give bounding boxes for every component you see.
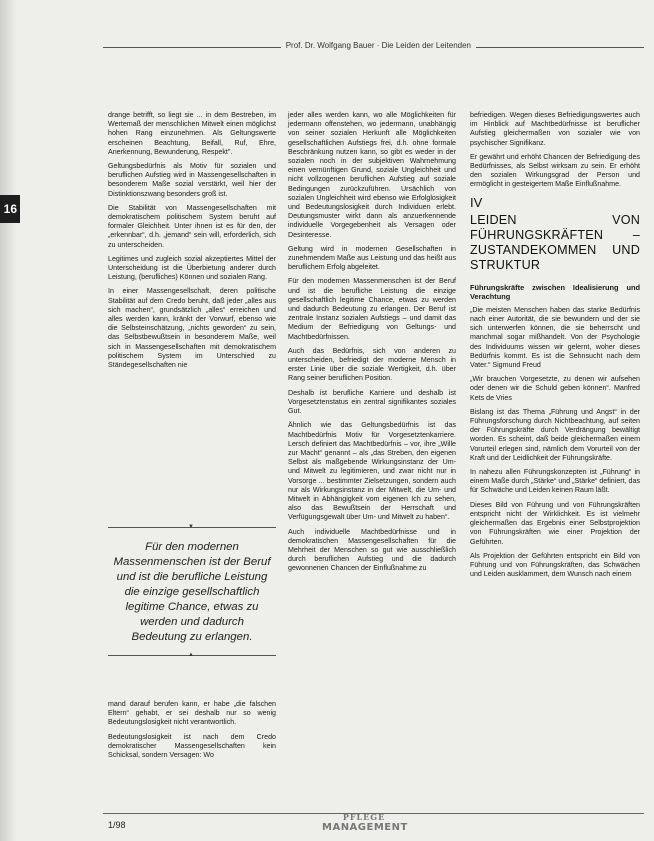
section-number: IV (470, 194, 483, 210)
column-1-continued (108, 700, 276, 765)
col2-paragraph: Deshalb ist berufliche Karriere und deshalb ist Vorgesetztenstatus ein zentral signifikantes soziales Gut. (288, 388, 456, 416)
pull-quote-text: Für den modernen Massenmenschen ist der Beruf und ist die berufliche Leistung die einzige gesellschaftlich legitime Chance, etwas zu werden und dadurch Bedeutung zu erlangen. (113, 541, 271, 643)
col3-paragraph: Als Projektion der Geführten entspricht ein Bild von Führung und von Führungskräften, das Schwächen und Leiden ausklammert, dem Wunsch nach einem (470, 551, 640, 579)
subsection-heading: Führungskräfte zwischen Idealisierung und Verachtung (470, 282, 640, 301)
margin-page-marker: 16 (0, 195, 20, 223)
col1b-paragraph: mand darauf berufen kann, er habe „die falschen Eltern“ gehabt, er sei deshalb nur so wenig Bedeutungslosigkeit nicht verantwortlich. (108, 700, 276, 727)
col2-paragraph: Ähnlich wie das Geltungsbedürfnis ist das Machtbedürfnis Motiv für Vorgesetztenkarriere. Lersch definiert das Machtbedürfnis – vor, ihre „Wille zur Macht“ genannt – als „das Streben, den eigenen Selbst als maßgebende Wirkungsinstanz der Um- und Mitwelt zu legitimieren, und zwar nicht nur in Vorsorge ... bestimmter Zielsetzungen, sondern auch nur als Wirkungsinstanz in der Mitwelt, die Um- und Mitwelt in Abhängigkeit vom eigenen Ich zu sehen, also das Bewußtsein der Herrschaft und Verfügungsgewalt über Um- und Mitwelt zu haben“. (288, 421, 456, 522)
col3-paragraph: Dieses Bild von Führung und von Führungskräften entspricht nicht der Wirklichkeit. Es ist vielmehr gleichermaßen das Ergebnis einer Selbstprojektion von Führungskräften wie einer Projektion der Geführten. (470, 500, 640, 546)
col3-paragraph: „Die meisten Menschen haben das starke Bedürfnis nach einer Autorität, die sie bewundern und der sie sich unterwerfen können, die sie beherrscht und manchmal sogar mißhandelt. Von der Psychologie des Individuums wissen wir gelernt, woher dieses Bedürfnis kommt. Es ist die Sehnsucht nach dem Vater.“ Sigmund Freud (470, 305, 640, 370)
pull-quote-bottom-rule: ▲ (108, 655, 276, 656)
page-number: 1/98 (108, 820, 126, 830)
publication-logo (322, 813, 406, 833)
col2-paragraph: Für den modernen Massenmenschen ist der Beruf und ist die berufliche Leistung die einzige gesellschaftlich legitime Chance, etwas zu werden und dadurch Bedeutung zu erlangen. Der Beruf ist zentrale Instanz sozialen Aufstiegs – und damit das Medium der Befriedigung von Geltungs- und Machtbedürfnissen. (288, 277, 456, 341)
running-header: Prof. Dr. Wolfgang Bauer · Die Leiden der Leitenden (281, 41, 476, 50)
col1-paragraph: drange betrifft, so liegt sie ... in dem Bestreben, im Wertemaß der menschlichen Mitwelt einen möglichst hohen Rang einzunehmen. Als Geltungswerte erscheinen Beachtung, Beifall, Ruf, Ehre, Anerkennung, Bewunderung, Respekt". (108, 111, 276, 156)
col3-paragraph: Er gewährt und erhöht Chancen der Befriedigung des Bedürfnisses, als Selbst wirksam zu sein. Er erhöht den sozialen Wirkungsgrad der Person und ermöglicht in gesteigertem Maße Einflußnahme. (470, 152, 640, 189)
col2-paragraph: Geltung wird in modernen Gesellschaften in zunehmendem Maße aus Leistung und das heißt aus beruflichem Erfolg abgeleitet. (288, 244, 456, 272)
col2-paragraph: Auch individuelle Machtbedürfnisse und in demokratischen Massengesellschaften für die Mehrheit der Menschen so gut wie ausschließlich durch beruflichen Aufstieg und die dadurch gewonnenen Chancen der Einflußnahme zu (288, 527, 456, 573)
col1b-paragraph: Bedeutungslosigkeit ist nach dem Credo demokratischer Massengesellschaften kein Schicksal, sondern Versagen: Wo (108, 732, 276, 760)
col3-paragraph: „Wir brauchen Vorgesetzte, zu denen wir aufsehen oder denen wir die Schuld geben können“. Manfred Kets de Vries (470, 375, 640, 402)
col3-paragraph: Bislang ist das Thema „Führung und Angst“ in der Führungsforschung durch Nichtbeachtung, auf seiten der Führungskräfte durch Verdrängung bewältigt worden. Es scheint, daß beide gleichermaßen einem Vorurteil erlegen sind, nämlich dem Vorurteil von der Kraft und der Leidlichkeit der Führungskräfte. (470, 407, 640, 462)
col2-paragraph: Auch das Bedürfnis, sich von anderen zu unterscheiden, befriedigt der moderne Mensch in erster Linie über die soziale Wertigkeit, d.h. über Rang seiner beruflichen Position. (288, 346, 456, 383)
col3-paragraph: befriedigen. Wegen dieses Befriedigungswertes auch im Hinblick auf Machtbedürfnisse ist beruflicher Aufstieg gleichermaßen von sozialer wie von psychischer Signifikanz. (470, 111, 640, 147)
pull-quote-box (108, 524, 276, 685)
logo-line-2: MANAGEMENT (322, 822, 408, 833)
col2-paragraph: jeder alles werden kann, wo alle Möglichkeiten für jedermann offenstehen, wo jedermann, unabhängig von seiner sozialen Herkunft alle Möglichkeiten gesellschaftlichen Aufstiegs frei, d.h. ohne formale Beschränkung nutzen kann, so gibt es weder in der sozialen noch in der subjektiven Wahrnehmung einen vernünftigen Grund, soziale Ungleichheit und nicht vollzogenen beruflichen Aufstieg auf soziale Bedingungen zurückzuführen. Ursächlich von sozialen Ungleichheit wird ebenso wie Erfolglosigkeit und Bedeutungslosigkeit durch Individuen erlebt. Deutungsmuster wirkt dann als anzuerkennende individuelle Vorgegebenheit als Versagen oder Desinteresse. (288, 111, 456, 239)
column-2 (288, 111, 456, 579)
scan-edge-shade (0, 0, 16, 841)
pull-quote-top-rule: ▼ (108, 527, 276, 528)
col1-paragraph: Geltungsbedürfnis als Motiv für sozialen und beruflichen Aufstieg wird in Massengesellschaften in besonderem Maße sozial verstärkt, weil hier der Distinktionszwang besonders groß ist. (108, 162, 276, 198)
logo-line-1: PFLEGE (342, 812, 386, 822)
col1-paragraph: Legitimes und zugleich sozial akzeptiertes Mittel der Unterscheidung ist die Überbietung anderer durch Leistung, (berufliches) Können und sozialen Rang. (108, 254, 276, 282)
section-heading: LEIDEN VON FÜHRUNGSKRÄFTEN – ZUSTANDEKOMMEN UND STRUKTUR (470, 212, 640, 272)
column-1 (108, 111, 276, 375)
column-3 (470, 111, 640, 584)
col1-paragraph: Die Stabilität von Massengesellschaften mit demokratischem politischem System beruht auf formaler Gleichheit. Unter ihnen ist es für den, der „erkennbar“, d.h. „jemand“ sein will, erforderlich, sich zu unterscheiden. (108, 203, 276, 249)
col1-paragraph: In einer Massengesellschaft, deren politische Stabilität auf dem Credo beruht, daß jeder „alles aus sich machen“, grundsätzlich „alles“ erreichen und alles werden kann, kränkt der Vorwurf, ebenso wie die Selbsteinschätzung, „nichts geworden“ zu sein, das Selbstbewußtsein in besonderem Maße, weil sich in Massengesellschaften mit demokratischem politischem System im Unterschied zu Ständegesellschaften nie (108, 287, 276, 370)
col3-paragraph: In nahezu allen Führungskonzepten ist „Führung“ in einem Maße durch „Stärke“ und „Stärke“ definiert, das für Schwäche und Leiden keinen Raum läßt. (470, 468, 640, 495)
